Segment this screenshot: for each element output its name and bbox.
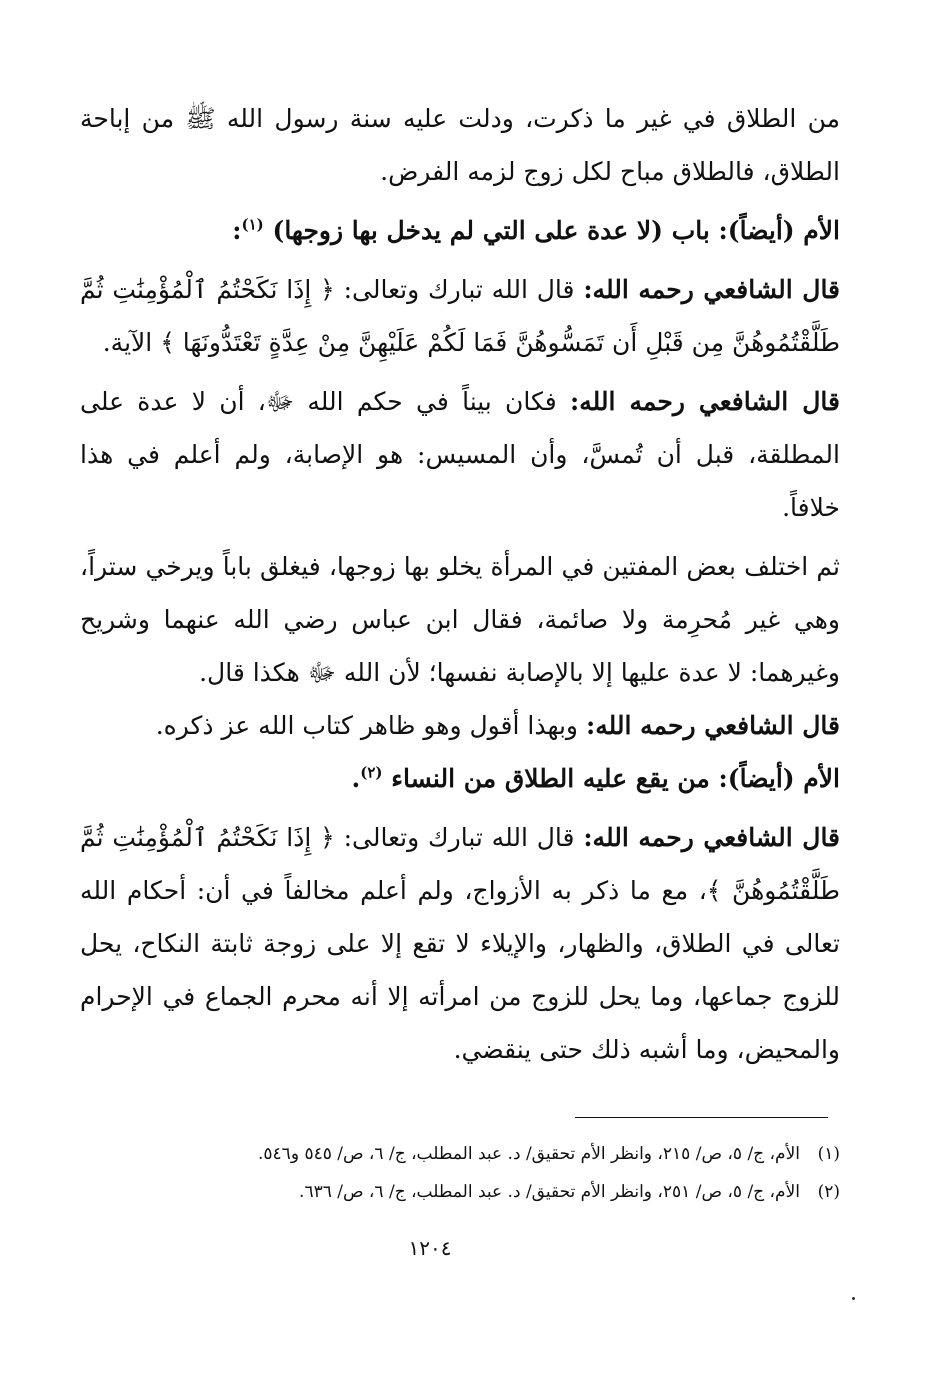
speaker-label: قال الشافعي رحمه الله: bbox=[570, 387, 840, 416]
scan-speck bbox=[852, 1297, 855, 1300]
paragraph-5 bbox=[80, 699, 840, 752]
section-heading-1-text: الأم (أيضاً): باب (لا عدة على التي لم يدخل بها زوجها) bbox=[272, 216, 840, 245]
paragraph-2-text: قال الله تبارك وتعالى: ﴿ إِذَا نَكَحْتُمُ ٱلْمُؤْمِنَٰتِ ثُمَّ طَلَّقْتُمُوهُنَّ مِن قَبْلِ أَن تَمَسُّوهُنَّ فَمَا لَكُمْ عَلَيْهِنَّ مِنْ عِدَّةٍ تَعْتَدُّونَهَا ﴾ الآية. bbox=[80, 275, 840, 357]
footnote-number: (١) bbox=[817, 1144, 840, 1164]
footnote-text: الأم، ج/ ٥، ص/ ٢٥١، وانظر الأم تحقيق/ د. عبد المطلب، ج/ ٦، ص/ ٦٣٦. bbox=[299, 1182, 800, 1202]
footnote-ref-1: (١) bbox=[241, 215, 264, 234]
footnote-divider bbox=[575, 1117, 828, 1118]
footnote-2 bbox=[80, 1173, 840, 1211]
paragraph-2 bbox=[80, 263, 840, 369]
footnotes bbox=[80, 1135, 840, 1211]
section-heading-1 bbox=[80, 204, 840, 257]
paragraph-6 bbox=[80, 811, 840, 1076]
speaker-label: قال الشافعي رحمه الله: bbox=[585, 711, 840, 740]
section-heading-2-text: الأم (أيضاً): من يقع عليه الطلاق من النساء bbox=[391, 764, 840, 793]
footnote-number: (٢) bbox=[817, 1182, 840, 1202]
paragraph-1: من الطلاق في غير ما ذكرت، ودلت عليه سنة رسول الله ﷺ من إباحة الطلاق، فالطلاق مباح لكل زوج لزمه الفرض. bbox=[80, 104, 840, 186]
speaker-label: قال الشافعي رحمه الله: bbox=[583, 823, 841, 852]
paragraph-3 bbox=[80, 375, 840, 534]
footnote-ref-2: (٢) bbox=[360, 763, 383, 782]
page-number: ١٢٠٤ bbox=[408, 1236, 452, 1260]
main-text bbox=[80, 92, 840, 1076]
paragraph-5-text: وبهذا أقول وهو ظاهر كتاب الله عز ذكره. bbox=[155, 711, 579, 740]
section-heading-2-tail: . bbox=[351, 764, 361, 793]
section-heading-2 bbox=[80, 752, 840, 805]
speaker-label: قال الشافعي رحمه الله: bbox=[583, 275, 841, 304]
section-heading-1-tail: : bbox=[232, 216, 242, 245]
paragraph-4: ثم اختلف بعض المفتين في المرأة يخلو بها زوجها، فيغلق باباً ويرخي ستراً، وهي غير مُحرِمة ولا صائمة، فقال ابن عباس رضي الله عنهما وشريح وغيرهما: لا عدة عليها إلا بالإصابة نفسها؛ لأن الله ﷻ هكذا قال. bbox=[80, 552, 840, 687]
footnote-1 bbox=[80, 1135, 840, 1173]
footnote-text: الأم، ج/ ٥، ص/ ٢١٥، وانظر الأم تحقيق/ د. عبد المطلب، ج/ ٦، ص/ ٥٤٥ و٥٤٦. bbox=[258, 1144, 800, 1164]
paragraph-6-text: قال الله تبارك وتعالى: ﴿ إِذَا نَكَحْتُمُ ٱلْمُؤْمِنَٰتِ ثُمَّ طَلَّقْتُمُوهُنَّ ﴾، مع ما ذكر به الأزواج، ولم أعلم مخالفاً في أن: أحكام الله تعالى في الطلاق، والظهار، والإيلاء لا تقع إلا على زوجة ثابتة النكاح، يحل للزوج جماعها، وما يحل للزوج من امرأته إلا أنه محرم الجماع في الإحرام والمحيض، وما أشبه ذلك حتى ينقضي. bbox=[80, 823, 840, 1064]
paragraph-3-text: فكان بيناً في حكم الله ﷻ، أن لا عدة على المطلقة، قبل أن تُمسَّ، وأن المسيس: هو الإصابة، ولم أعلم في هذا خلافاً. bbox=[80, 387, 840, 522]
